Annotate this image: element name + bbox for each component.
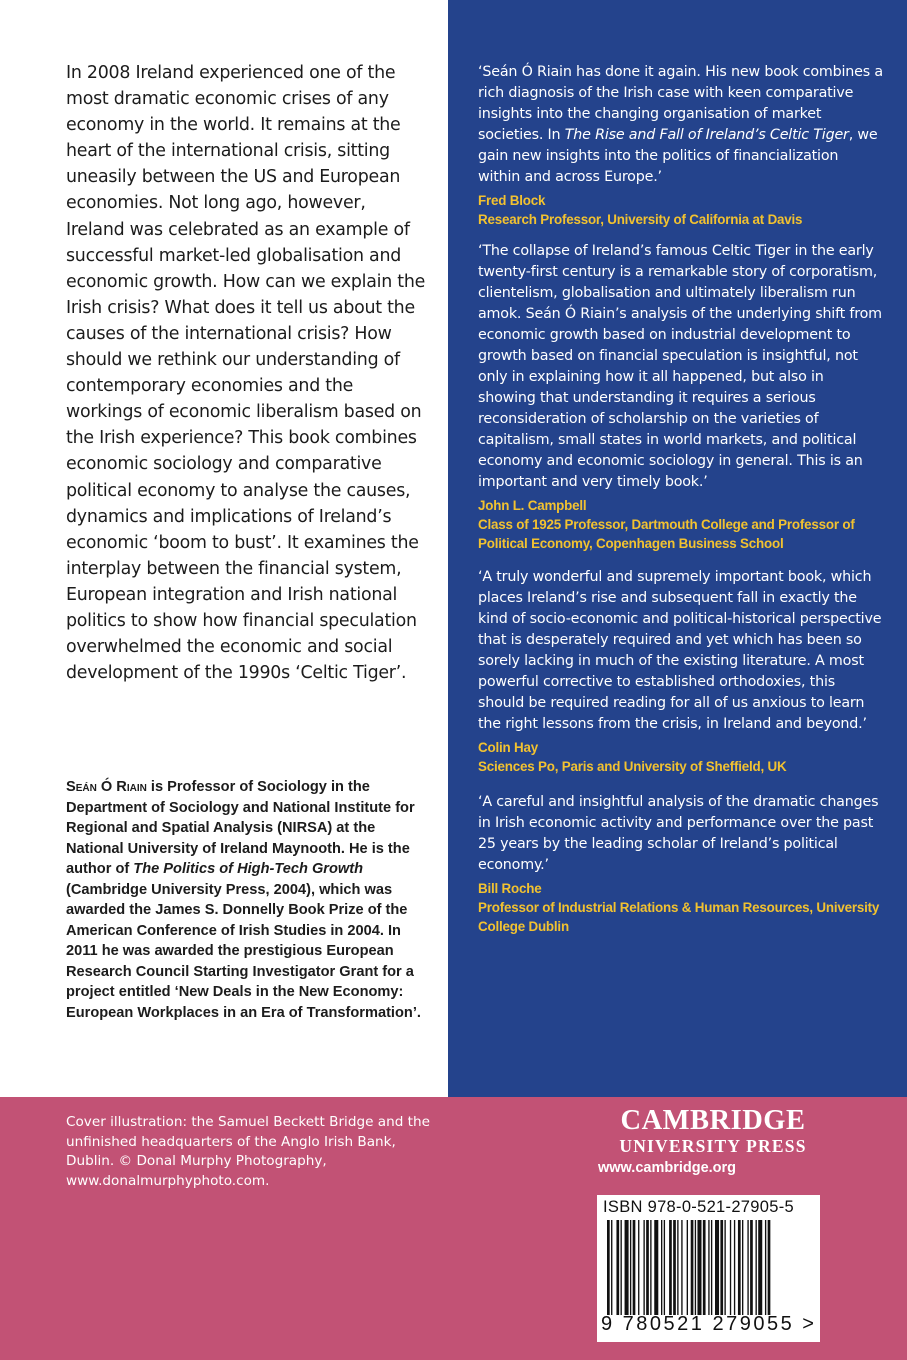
reviewer-affiliation: Professor of Industrial Relations & Human Resources, University College Dublin: [478, 900, 880, 934]
review-quote-part: ‘Seán Ó Riain has done it again. His new book combines a rich diagnosis of the Irish case with keen comparative insights into the changing organisation of market societies. In: [478, 64, 883, 143]
endorsements: [478, 62, 883, 936]
isbn-text: ISBN 978-0-521-27905-5: [603, 1198, 794, 1216]
review-quote: ‘The collapse of Ireland’s famous Celtic Tiger in the early twenty-first century is a remarkable story of corporatism, clientelism, globalisation and ultimately liberalism run amok. Seán Ó Riain’s analysis of the underlying shift from economic growth based on industrial development to growth based on financial speculation is insightful, not only in explaining how it all happened, but also in showing that understanding it requires a serious reconsideration of scholarship on the varieties of capitalism, small states in world markets, and political economy and economic sociology in general. This is an important and very timely book.’: [478, 243, 882, 490]
reviewer-name: John L. Campbell: [478, 498, 587, 513]
review-quote: ‘A truly wonderful and supremely important book, which places Ireland’s rise and subsequent fall in exactly the kind of socio-economic and political-historical perspective that is desperately required and yet which has been so sorely lacking in much of the existing literature. A most powerful corrective to established orthodoxies, this should be required reading for all of us anxious to learn the right lessons from the crisis, in Ireland and beyond.’: [478, 569, 882, 732]
review-quote: ‘A careful and insightful analysis of the dramatic changes in Irish economic activity and performance over the past 25 years by the leading scholar of Ireland’s political economy.’: [478, 794, 879, 873]
reviewer-affiliation: Sciences Po, Paris and University of Sheffield, UK: [478, 759, 787, 774]
bio-text-2: (Cambridge University Press, 2004), which was awarded the James S. Donnelly Book Prize of the American Conference of Irish Studies in 2004. In 2011 he was awarded the prestigious European Research Council Starting Investigator Grant for a project entitled ‘New Deals in the New Economy: European Workplaces in an Era of Transformation’.: [66, 881, 421, 1021]
publisher-url[interactable]: www.cambridge.org: [598, 1160, 737, 1176]
reviewer-affiliation: Class of 1925 Professor, Dartmouth College and Professor of Political Economy, Copenhagen Business School: [478, 517, 855, 551]
review-book-title: The Rise and Fall of Ireland’s Celtic Tiger: [564, 127, 849, 143]
reviewer-name: Fred Block: [478, 193, 546, 208]
review-bill-roche: [478, 792, 883, 936]
barcode-box: [597, 1195, 820, 1342]
review-quote: [478, 62, 883, 188]
barcode-icon: [605, 1220, 815, 1315]
publisher-logo: [598, 1106, 828, 1178]
bio-book-title: The Politics of High-Tech Growth: [133, 861, 364, 877]
review-colin-hay: [478, 567, 883, 776]
left-panel: [0, 0, 448, 1097]
review-john-campbell: [478, 241, 883, 553]
barcode-digits: 9 780521 279055 >: [601, 1313, 817, 1335]
book-blurb: In 2008 Ireland experienced one of the most dramatic economic crises of any economy in the world. It remains at the heart of the international crisis, sitting uneasily between the US and European economies. Not long ago, however, Ireland was celebrated as an example of successful market-led globalisation and economic growth. How can we explain the Irish crisis? What does it tell us about the causes of the international crisis? How should we rethink our understanding of contemporary economies and the workings of economic liberalism based on the Irish experience? This book combines economic sociology and comparative political economy to analyse the causes, dynamics and implications of Ireland’s economic ‘boom to bust’. It examines the interplay between the financial system, European integration and Irish national politics to show how financial speculation overwhelmed the economic and social development of the 1990s ‘Celtic Tiger’.: [66, 63, 426, 684]
cover-credit: Cover illustration: the Samuel Beckett Bridge and the unfinished headquarters of the Anglo Irish Bank, Dublin. © Donal Murphy Photography, www.donalmurphyphoto.com.: [66, 1114, 430, 1189]
author-name: Seán Ó Riain: [66, 779, 147, 795]
reviewer-name: Bill Roche: [478, 881, 542, 896]
review-fred-block: [478, 62, 883, 229]
author-bio: [66, 777, 428, 1023]
reviewer-affiliation: Research Professor, University of California at Davis: [478, 212, 803, 227]
publisher-press: UNIVERSITY PRESS: [619, 1136, 807, 1156]
reviewer-name: Colin Hay: [478, 740, 538, 755]
review-quote-part: , we gain new insights into the politics of financialization within and across Europe.’: [478, 127, 878, 185]
publisher-name: CAMBRIDGE: [620, 1105, 806, 1136]
bio-text-1: is Professor of Sociology in the Department of Sociology and National Institute for Regional and Spatial Analysis (NIRSA) at the National University of Ireland Maynooth. He is the author of: [66, 779, 415, 877]
